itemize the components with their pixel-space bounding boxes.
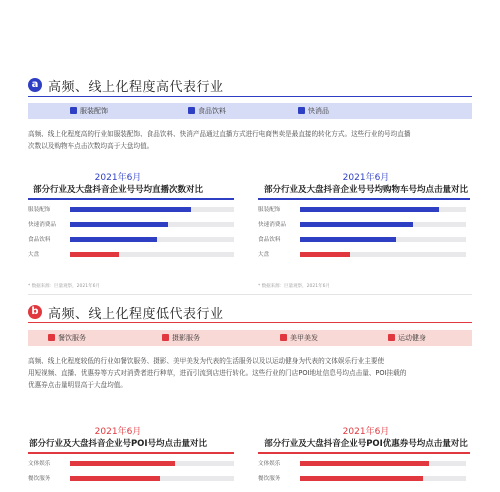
paragraph-line: 高频、线上化程度高的行业如服装配饰、食品饮料、快消产品通过直播方式进行电商售卖是最直接的转化方式。这些行业的号均直播 xyxy=(28,130,411,138)
section-b-badge: b xyxy=(28,305,42,319)
chart-a2-year: 2021年6月 xyxy=(342,173,390,183)
tag-label: 运动健身 xyxy=(398,334,426,342)
tag-fmcg xyxy=(286,103,406,119)
tag-photography xyxy=(150,330,270,346)
tag-dining xyxy=(36,330,156,346)
fitness-icon xyxy=(388,334,395,341)
paragraph-line: 次数以及购物车点击次数均高于大盘均值。 xyxy=(28,142,154,150)
bar xyxy=(70,461,175,466)
bar xyxy=(70,252,119,257)
tag-apparel xyxy=(58,103,178,119)
camera-icon xyxy=(162,334,169,341)
section-b-tag-bar xyxy=(28,330,472,346)
section-a-underline xyxy=(28,96,472,97)
bar-label: 服装配饰 xyxy=(258,207,281,213)
chart-a1-rule xyxy=(28,198,234,200)
bar-label: 文体娱乐 xyxy=(258,461,281,467)
paragraph-line: 用短视频、直播、优惠券等方式对消费者进行种草，进而引流到店进行转化。这些行业的门店POI地址信息号均点击量、POI挂载的 xyxy=(28,369,407,377)
tag-fitness xyxy=(376,330,496,346)
bar-label: 快速消费品 xyxy=(28,222,56,228)
bar xyxy=(300,252,350,257)
section-a-badge: a xyxy=(28,78,42,92)
section-b-paragraph xyxy=(28,355,468,391)
bar xyxy=(300,461,429,466)
food-icon xyxy=(188,107,195,114)
bar xyxy=(300,207,439,212)
tag-label: 摄影服务 xyxy=(172,334,200,342)
chart-b2-year: 2021年6月 xyxy=(342,427,390,437)
tag-label: 食品饮料 xyxy=(198,107,226,115)
paragraph-line: 高频、线上化程度较低的行业如餐饮服务、摄影、美甲美发为代表的生活服务以及以运动健身为代表的文体娱乐行业主要使 xyxy=(28,357,385,365)
chart-a1-source: * 数据来源：巨量观察，2021年6月 xyxy=(28,284,100,289)
bar-label: 餐饮服务 xyxy=(258,476,281,482)
bar xyxy=(70,476,160,481)
salon-icon xyxy=(280,334,287,341)
tag-label: 餐饮服务 xyxy=(58,334,86,342)
section-a-paragraph xyxy=(28,128,468,152)
bar xyxy=(70,222,168,227)
bar-label: 食品饮料 xyxy=(258,237,281,243)
tag-label: 美甲美发 xyxy=(290,334,318,342)
bar-label: 大盘 xyxy=(258,252,270,258)
chart-b2-rule xyxy=(258,452,470,454)
shirt-icon xyxy=(70,107,77,114)
section-b-title: 高频、线上化程度低代表行业 xyxy=(48,307,224,322)
section-b-underline xyxy=(28,322,472,323)
bar xyxy=(300,476,423,481)
chart-b1-rule xyxy=(28,452,234,454)
section-a-title: 高频、线上化程度高代表行业 xyxy=(48,80,224,95)
section-a-tag-bar xyxy=(28,103,472,119)
chart-b2 xyxy=(258,459,470,489)
bar-label: 文体娱乐 xyxy=(28,461,51,467)
bar xyxy=(300,237,396,242)
bar-label: 快速消费品 xyxy=(258,222,286,228)
chart-a2 xyxy=(258,205,470,265)
bar xyxy=(70,207,191,212)
tag-label: 服装配饰 xyxy=(80,107,108,115)
chart-a1-year: 2021年6月 xyxy=(94,173,142,183)
dining-icon xyxy=(48,334,55,341)
chart-a2-title: 部分行业及大盘抖音企业号号均购物车号均点击量对比 xyxy=(263,185,468,195)
chart-b1 xyxy=(28,459,238,489)
section-divider xyxy=(28,294,472,295)
chart-b1-title: 部分行业及大盘抖音企业号POI号均点击量对比 xyxy=(28,439,208,449)
chart-b2-title: 部分行业及大盘抖音企业号POI优惠券号均点击量对比 xyxy=(264,439,468,449)
bar-label: 服装配饰 xyxy=(28,207,51,213)
bar xyxy=(300,222,413,227)
chart-a1-title: 部分行业及大盘抖音企业号号均直播次数对比 xyxy=(32,185,203,195)
bar-label: 食品饮料 xyxy=(28,237,51,243)
paragraph-line: 优惠券点击量明显高于大盘均值。 xyxy=(28,381,127,389)
chart-a2-source: * 数据来源：巨量观察，2021年6月 xyxy=(258,284,330,289)
chart-a2-rule xyxy=(258,198,470,200)
chart-b1-year: 2021年6月 xyxy=(94,427,142,437)
bar xyxy=(70,237,157,242)
tag-food xyxy=(176,103,296,119)
cart-icon xyxy=(298,107,305,114)
bar-label: 餐饮服务 xyxy=(28,476,51,482)
chart-a1 xyxy=(28,205,238,265)
tag-label: 快消品 xyxy=(308,107,329,115)
tag-salon xyxy=(268,330,388,346)
bar-label: 大盘 xyxy=(28,252,40,258)
